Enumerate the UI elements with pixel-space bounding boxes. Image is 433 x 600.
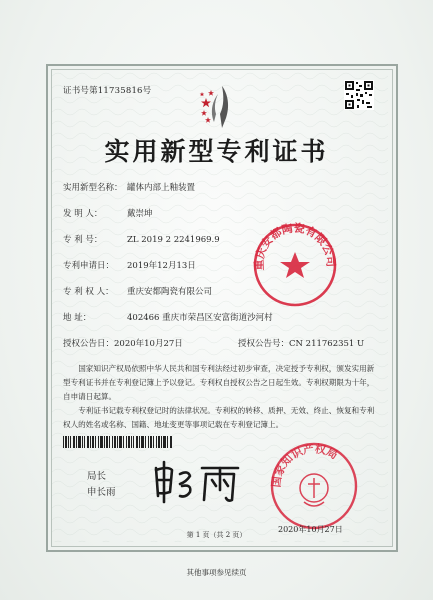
- qr-code-icon: [344, 80, 374, 110]
- inventor-row: [63, 207, 153, 219]
- field-value: CN 211762351 U: [289, 339, 365, 349]
- patent-number-row: [63, 233, 220, 245]
- filing-date-row: [63, 259, 196, 271]
- field-label: 地 址：: [63, 313, 92, 323]
- svg-text:国家知识产权局: [269, 441, 340, 488]
- director-name-printed: 申长雨: [87, 487, 116, 498]
- field-label: 专 利 号：: [63, 235, 103, 245]
- barcode-icon: [63, 436, 173, 448]
- office-seal: [268, 440, 360, 532]
- field-value: ZL 2019 2 2241969.9: [127, 235, 220, 245]
- field-value: 2020年10月27日: [114, 339, 183, 349]
- field-label: 专利申请日：: [63, 261, 115, 271]
- office-seal-text: 国家知识产权局: [269, 442, 340, 489]
- page-number: 第 1 页（共 2 页）: [186, 531, 247, 539]
- field-value: 戴崇坤: [127, 209, 153, 219]
- field-value: 重庆安都陶瓷有限公司: [127, 287, 213, 297]
- field-value: 402466 重庆市荣昌区安富街道沙河村: [127, 313, 273, 323]
- grant-statement: 国家知识产权局依照中华人民共和国专利法经过初步审查，决定授予专利权，颁发实用新型专利证书并在专利登记簿上予以登记。专利权自授权公告之日起生效。专利权期限为十年，自申请日起算。: [63, 364, 375, 401]
- seal-date: 2020年10月27日: [278, 525, 343, 534]
- address-row: [63, 311, 273, 323]
- certificate-number: 证书号第11735816号: [63, 86, 152, 96]
- field-label: 授权公告号：: [238, 339, 290, 349]
- grant-number-row: [238, 337, 364, 349]
- field-label: 发 明 人：: [63, 209, 103, 219]
- company-seal: [250, 220, 340, 310]
- field-value: 2019年12月13日: [127, 261, 196, 271]
- field-value: 罐体内部上釉装置: [127, 183, 196, 193]
- back-note: 其他事项参见续页: [186, 568, 247, 577]
- field-label: 实用新型名称：: [63, 183, 123, 193]
- director-signature: [150, 460, 242, 504]
- patentee-row: [63, 285, 212, 297]
- director-title: 局长: [87, 471, 107, 482]
- patent-emblem-icon: [198, 84, 240, 130]
- utility-model-name-row: [63, 181, 195, 193]
- grant-date-row: [63, 337, 183, 349]
- certificate-title: 实用新型专利证书: [104, 137, 329, 166]
- field-label: 授权公告日：: [63, 339, 115, 349]
- company-seal-text: 重庆安都陶瓷有限公司: [252, 221, 338, 271]
- legal-status-statement: 专利证书记载专利权登记时的法律状况。专利权的转移、质押、无效、终止、恢复和专利权人的姓名或名称、国籍、地址变更等事项记载在专利登记簿上。: [63, 406, 375, 429]
- field-label: 专 利 权 人：: [63, 287, 114, 297]
